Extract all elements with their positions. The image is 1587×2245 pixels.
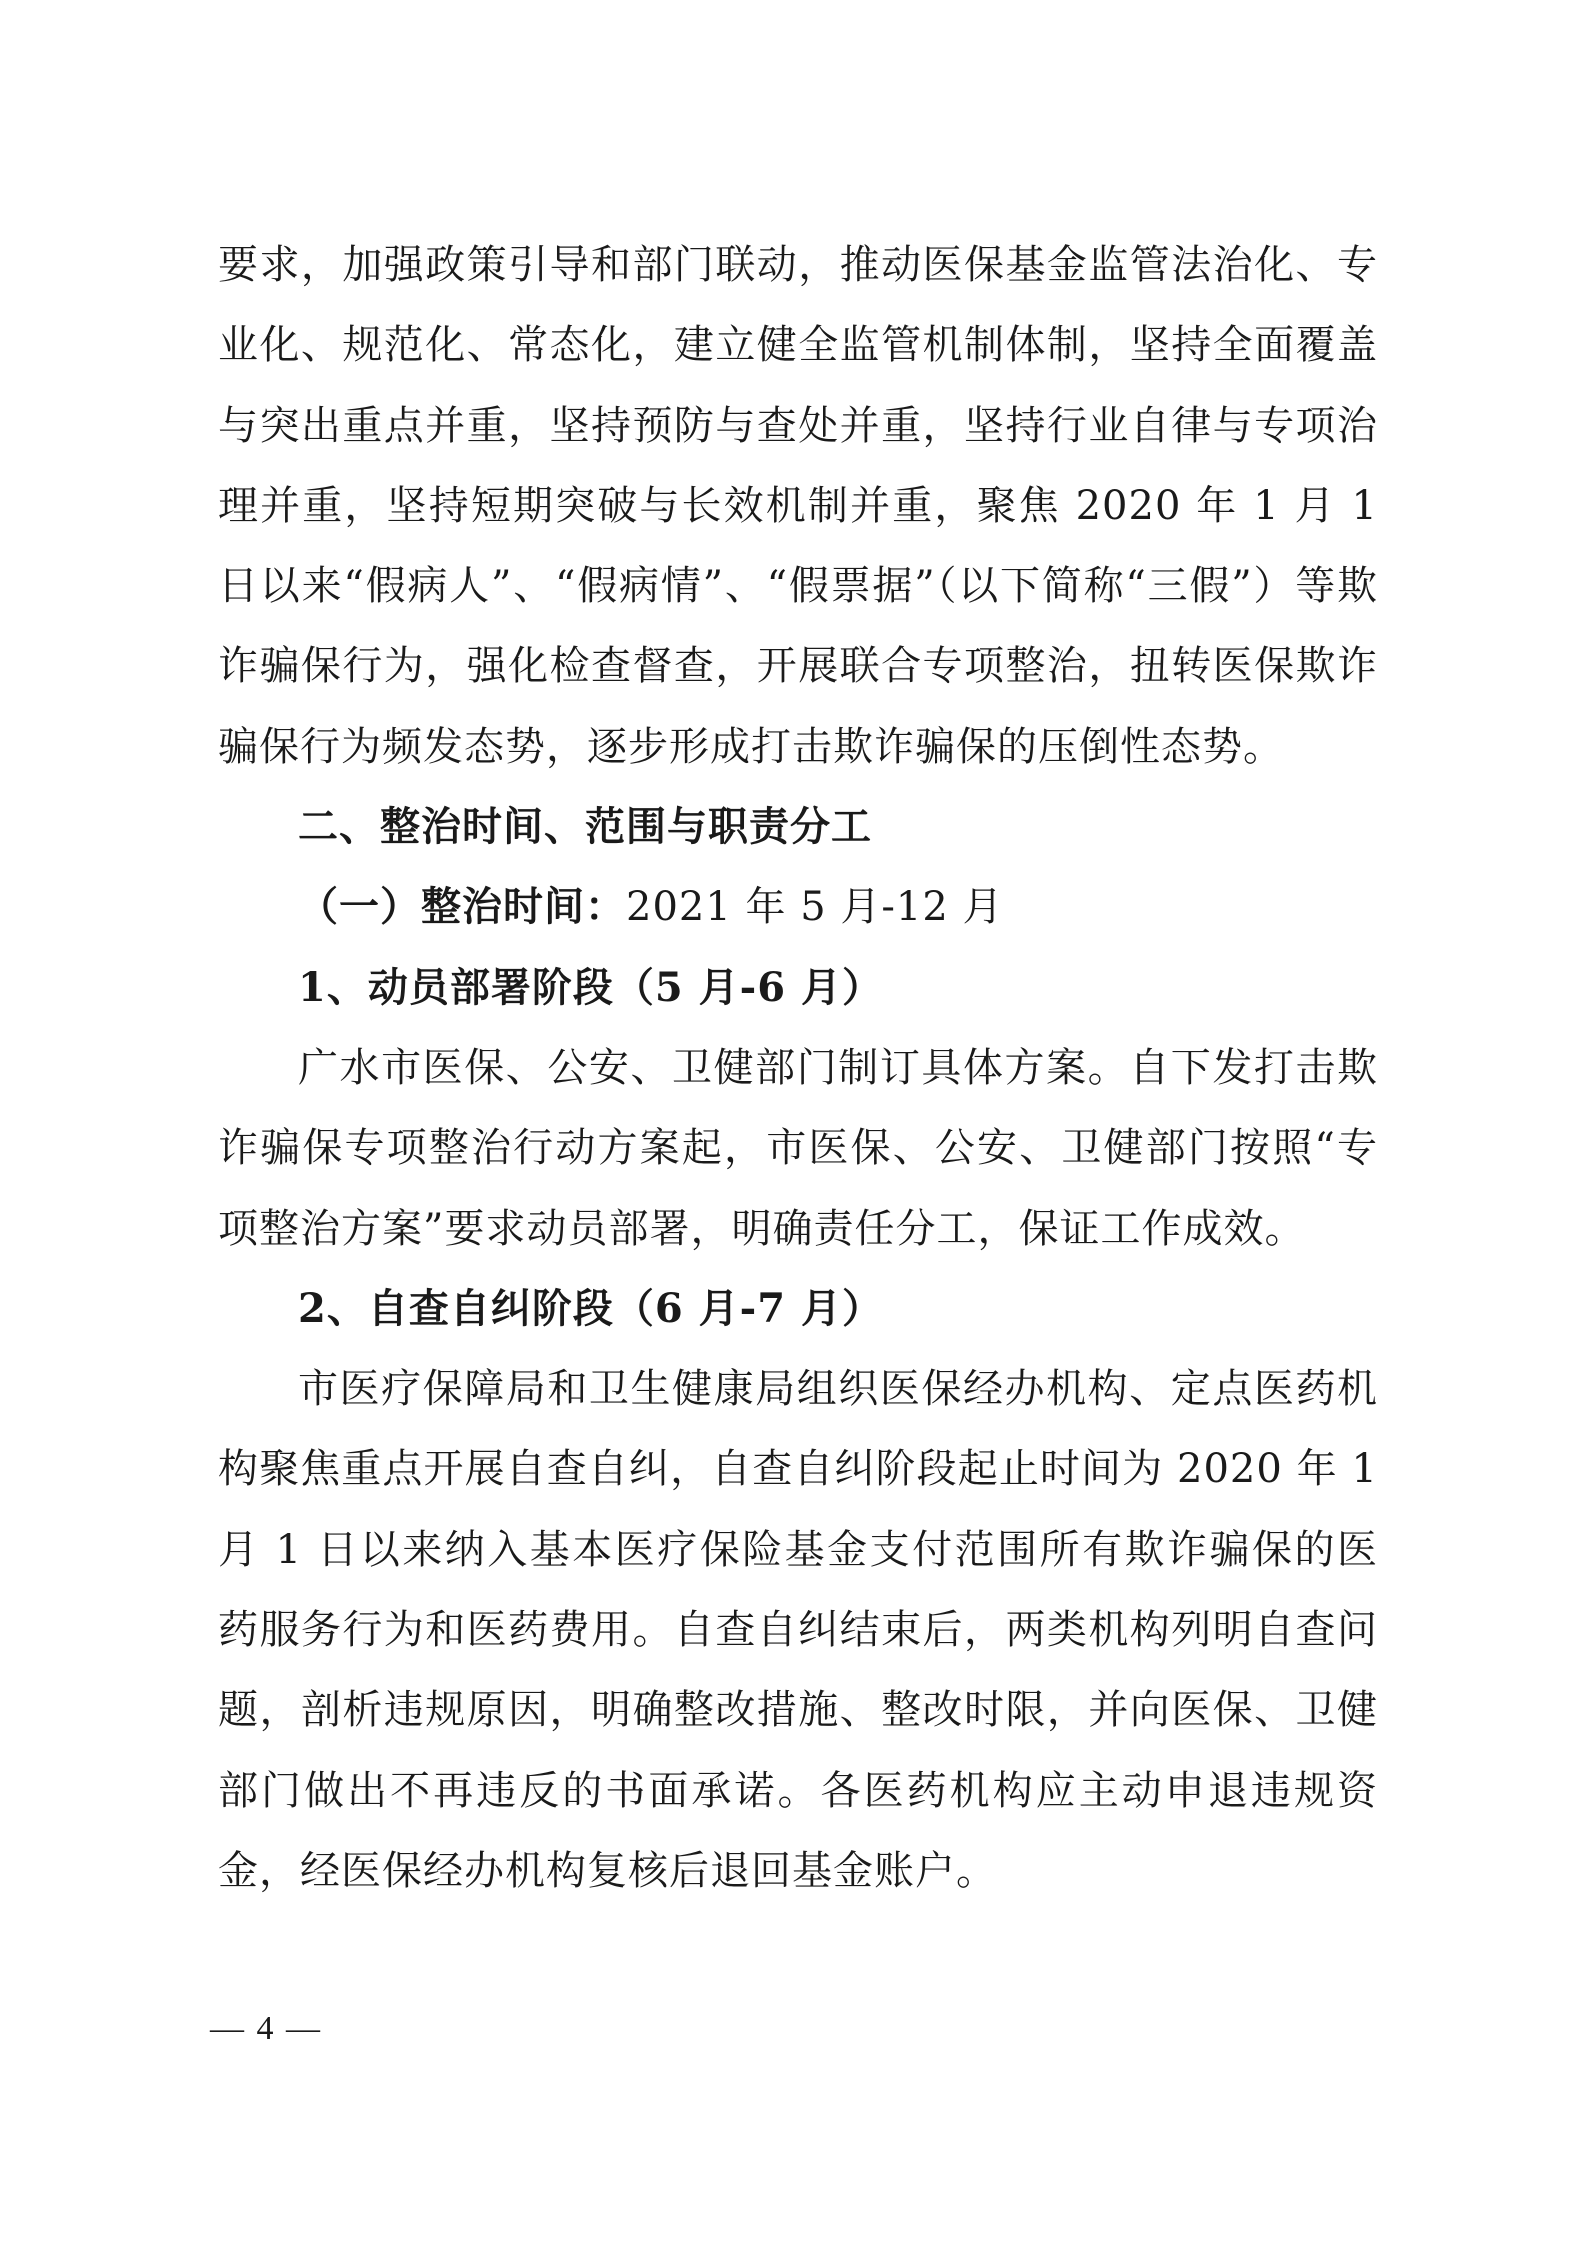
subsection-time bbox=[218, 867, 1378, 947]
paragraph-intro: 要求，加强政策引导和部门联动，推动医保基金监管法治化、专业化、规范化、常态化，建立健全监管机制体制，坚持全面覆盖与突出重点并重，坚持预防与查处并重，坚持行业自律与专项治理并重，坚持短期突破与长效机制并重，聚焦 2020 年 1 月 1 日以来“假病人”、“假病情”、“假票据”（以下简称“三假”）等欺诈骗保行为，强化检查督查，开展联合专项整治，扭转医保欺诈骗保行为频发态势，逐步形成打击欺诈骗保的压倒性态势。 bbox=[218, 242, 1378, 770]
paragraph-stage-1: 广水市医保、公安、卫健部门制订具体方案。自下发打击欺诈骗保专项整治行动方案起，市医保、公安、卫健部门按照“专项整治方案”要求动员部署，明确责任分工，保证工作成效。 bbox=[218, 1044, 1378, 1252]
stage-2-title: 2、自查自纠阶段（6 月-7 月） bbox=[298, 1284, 883, 1332]
subsection-time-label: （一）整治时间： bbox=[298, 883, 626, 931]
subsection-time-value: 2021 年 5 月-12 月 bbox=[626, 884, 1004, 931]
paragraph-stage-2: 市医疗保障局和卫生健康局组织医保经办机构、定点医药机构聚焦重点开展自查自纠，自查自纠阶段起止时间为 2020 年 1 月 1 日以来纳入基本医疗保险基金支付范围所有欺诈骗保的医药服务行为和医药费用。自查自纠结束后，两类机构列明自查问题，剖析违规原因，明确整改措施、整改时限，并向医保、卫健部门做出不再违反的书面承诺。各医药机构应主动申退违规资金，经医保经办机构复核后退回基金账户。 bbox=[218, 1366, 1378, 1894]
stage-1-title: 1、动员部署阶段（5 月-6 月） bbox=[298, 963, 883, 1011]
section-heading: 二、整治时间、范围与职责分工 bbox=[298, 804, 872, 851]
document-body bbox=[218, 225, 1378, 1911]
page-number: — 4 — bbox=[210, 2010, 322, 2047]
